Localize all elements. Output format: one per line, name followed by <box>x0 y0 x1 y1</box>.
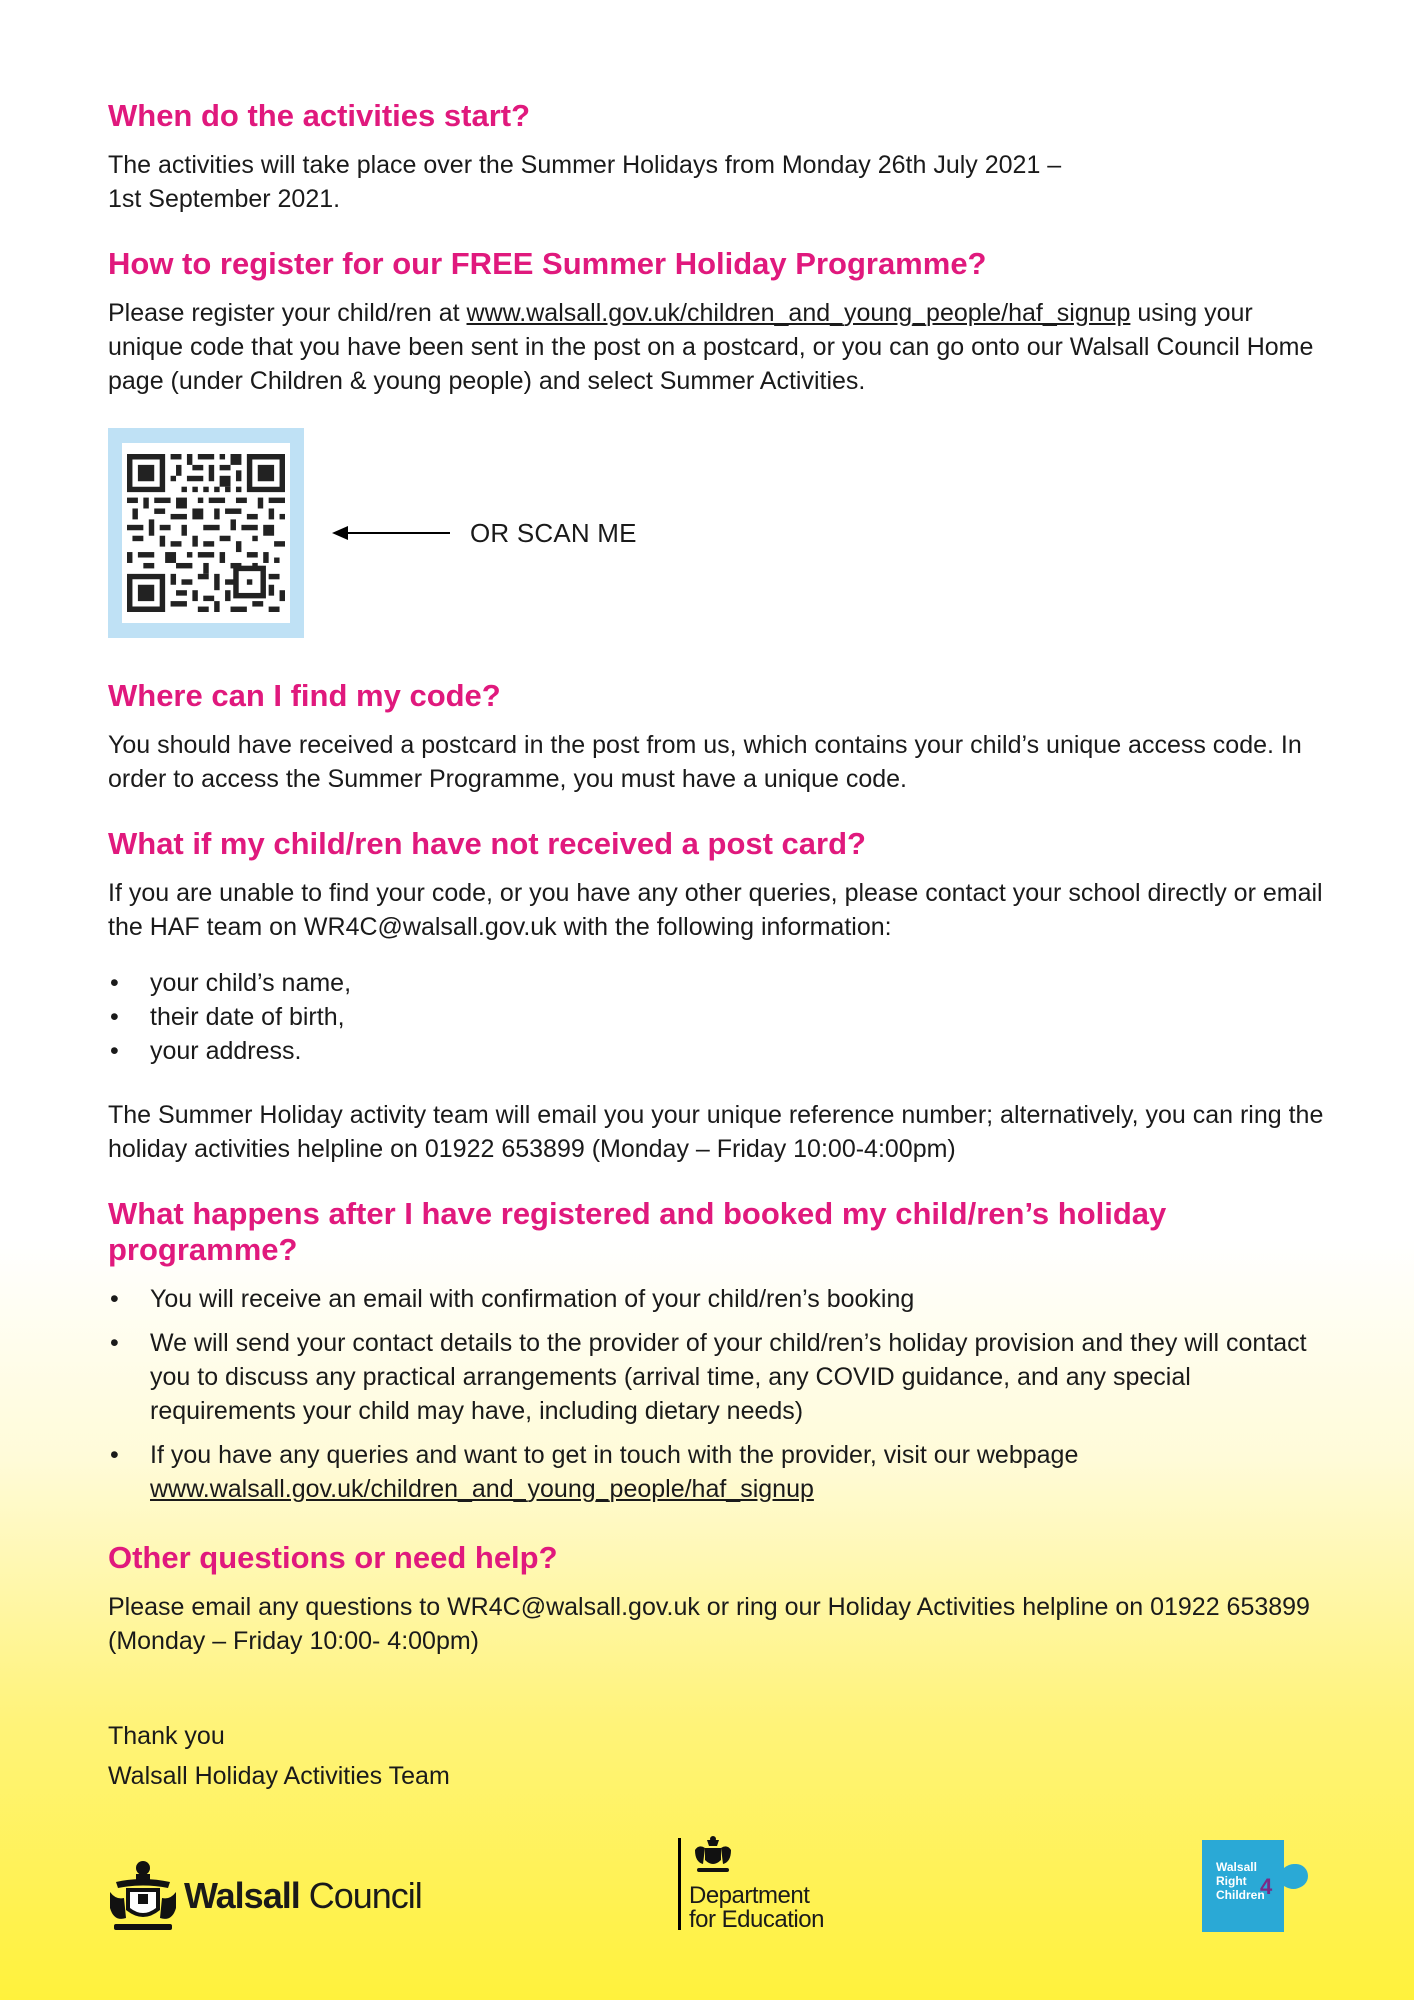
qr-code-icon[interactable] <box>127 454 285 612</box>
heading-not-received: What if my child/ren have not received a post card? <box>108 826 866 861</box>
qr-section <box>108 428 1328 638</box>
signoff: Thank you Walsall Holiday Activities Team <box>108 1722 450 1790</box>
list-item: • You will receive an email with confirmation of your child/ren’s booking <box>108 1282 1328 1316</box>
heading-find-code: Where can I find my code? <box>108 678 501 713</box>
signup-link[interactable]: www.walsall.gov.uk/children_and_young_people/haf_signup <box>466 299 1131 327</box>
list-item: • your child’s name, <box>108 966 1328 1000</box>
qr-frame <box>108 428 304 638</box>
info-list <box>108 966 1328 1068</box>
heading-register: How to register for our FREE Summer Holiday Programme? <box>108 246 987 281</box>
footer-logos <box>0 1830 1414 1940</box>
walsall-right-4-children-logo: 4 Walsall Right Children <box>1202 1838 1310 1939</box>
list-item: • If you have any queries and want to get in touch with the provider, visit our webpage www.walsall.gov.uk/children_and_young_people/haf_signup <box>108 1438 1328 1506</box>
list-item: • their date of birth, <box>108 1000 1328 1034</box>
not-received-text: If you are unable to find your code, or you have any other queries, please contact your school directly or email the HAF team on WR4C@walsall.gov.uk with the following information: <box>108 879 1323 941</box>
activities-dates-text: The activities will take place over the Summer Holidays from Monday 26th July 2021 – 1st September 2021. <box>108 151 1062 213</box>
heading-after-registration: What happens after I have registered and booked my child/ren’s holiday programme? <box>108 1196 1167 1267</box>
heading-other-questions: Other questions or need help? <box>108 1540 558 1575</box>
register-text: Please register your child/ren at www.walsall.gov.uk/children_and_young_people/haf_signup using your unique code that you have been sent in the post on a postcard, or you can go onto our Walsall Council Home page (under Children & young people) and select Summer Activities. <box>108 299 1314 395</box>
find-code-text: You should have received a postcard in the post from us, which contains your child’s unique access code. In order to access the Summer Programme, you must have a unique code. <box>108 731 1302 793</box>
walsall-crest-icon <box>108 1858 178 1934</box>
document-body <box>108 98 1328 1818</box>
provider-webpage-link[interactable]: www.walsall.gov.uk/children_and_young_people/haf_signup <box>150 1475 814 1503</box>
list-item: • your address. <box>108 1034 1328 1068</box>
svg-text:4: 4 <box>1260 1874 1273 1899</box>
scan-me-label: OR SCAN ME <box>470 517 637 548</box>
heading-activities-start: When do the activities start? <box>108 98 531 133</box>
department-for-education-logo: Department for Education <box>678 1838 824 1932</box>
list-item: • We will send your contact details to the provider of your child/ren’s holiday provision and they will contact you to discuss any practical arrangements (arrival time, any COVID guidance, and any special requirements your child may have, including dietary needs) <box>108 1326 1328 1428</box>
walsall-council-logo: Walsall Council <box>108 1858 422 1934</box>
help-text: Please email any questions to WR4C@walsall.gov.uk or ring our Holiday Activities helpline on 01922 653899 (Monday – Friday 10:00- 4:00pm) <box>108 1593 1310 1655</box>
royal-crest-icon <box>691 1836 735 1876</box>
arrow-left-icon <box>332 523 452 543</box>
after-list <box>108 1282 1328 1506</box>
reference-number-text: The Summer Holiday activity team will email you your unique reference number; alternatively, you can ring the holiday activities helpline on 01922 653899 (Monday – Friday 10:00-4:00pm) <box>108 1101 1324 1163</box>
